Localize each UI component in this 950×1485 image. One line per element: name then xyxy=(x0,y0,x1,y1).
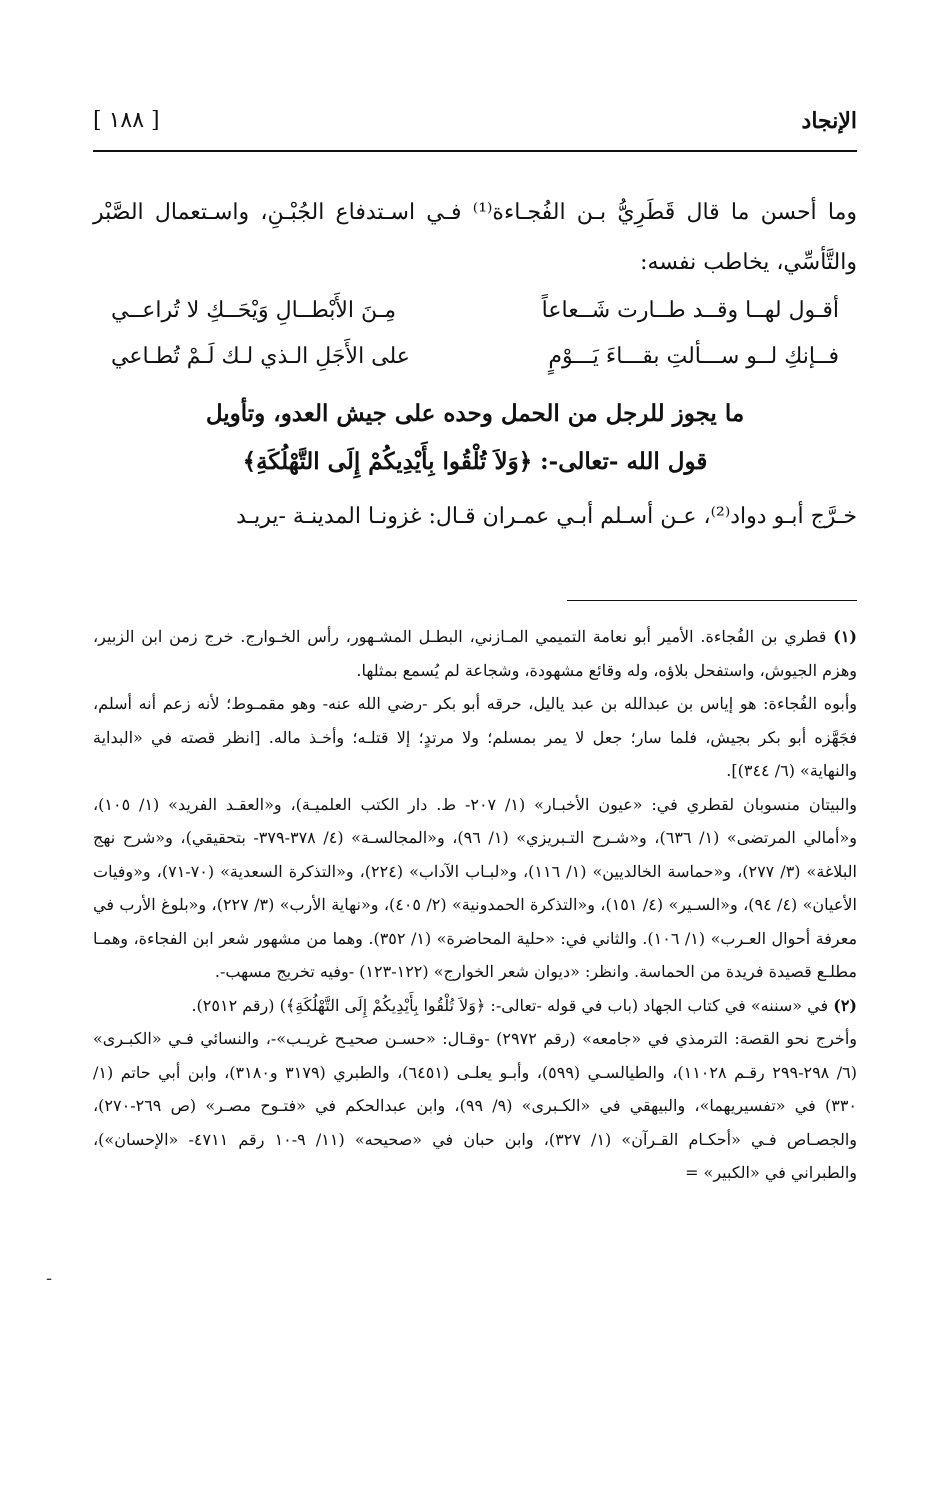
running-header xyxy=(93,108,857,144)
section-heading-line2: قول الله -تعالى-: ﴿وَلاَ تُلْقُوا بِأَيْدِيكُمْ إِلَى التَّهْلُكَةِ﴾ xyxy=(242,448,708,475)
footnote-separator xyxy=(567,600,857,601)
intro-paragraph: وما أحسن ما قال قَطَرِيُّ بـن الفُجـاءة⁽¹⁾ فـي اسـتدفاع الجُبْـنِ، واسـتعمال الصَّبْر والتَّأسِّي، يخاطب نفسه: xyxy=(93,200,857,275)
verse-hemistich-first: أقـول لهــا وقــد طــارت شَــعاعاً xyxy=(541,298,839,323)
main-text xyxy=(93,188,857,542)
footnote-2-label: (٢) xyxy=(833,995,857,1015)
verse-hemistich-second: على الأَجَلِ الـذي لـك لَـمْ تُطـاعي xyxy=(111,344,410,369)
margin-mark: - xyxy=(46,1268,53,1289)
footnote-1-label: (١) xyxy=(833,627,857,646)
section-heading xyxy=(93,390,857,486)
footnote-2 xyxy=(93,989,857,1023)
hadith-paragraph: خـرَّج أبـو دواد⁽²⁾، عـن أسـلم أبـي عمـران قـال: غزونـا المدينـة -يريـد xyxy=(236,504,857,529)
footnote-2-text: في «سننه» في كتاب الجهاد (باب في قوله -تعالى-: ﴿وَلاَ تُلْقُوا بِأَيْدِيكُمْ إِلَى التَّهْلُكَةِ﴾) (رقم ٢٥١٢). xyxy=(191,995,829,1015)
verse-hemistich-first: فــإنكِ لــو ســـألتِ بقـــاءَ يَـــوْمٍ xyxy=(548,344,839,369)
verse-line xyxy=(93,288,857,334)
verse-hemistich-second: مِـنَ الأَبْطــالِ وَيْحَــكِ لا تُراعــي xyxy=(111,298,397,323)
header-title: الإنجاد xyxy=(801,108,857,134)
footnote-1-text: قطري بن الفُجاءة. الأمير أبو نعامة التميمي المـازني، البطـل المشـهور، رأس الخـوارج. خرج زمن ابن الزبير، وهزم الجيوش، واستفحل بلاؤه، وله وقائع مشهودة، وشجاعة لم يُسمع بمثلها. xyxy=(93,627,857,680)
verse-line xyxy=(93,334,857,380)
footnote-2-paragraph-2: وأخرج نحو القصة: الترمذي في «جامعه» (رقم ٢٩٧٢) -وقـال: «حسـن صحيـح غريـب»-، والنسائي فـي «الكبـرى» (٦/ ٢٩٨-٢٩٩ رقـم ١١٠٢٨)، والطيالسـي (٥٩٩)، وأبـو يعلـى (٦٤٥١)، والطبري (٣١٧٩ و٣١٨٠)، وابن أبي حاتم (١/ ٣٣٠) في «تفسيريهما»، والبيهقي في «الكـبرى» (٩/ ٩٩)، وابن عبدالحكم في «فتـوح مصـر» (ص ٢٦٩-٢٧٠)، والجصـاص فـي «أحكـام القـرآن» (١/ ٣٢٧)، وابن حبان في «صحيحه» (١١/ ٩-١٠ رقم ٤٧١١- «الإحسان»)، والطبراني في «الكبير» = xyxy=(93,1029,858,1182)
footnotes xyxy=(93,620,857,1190)
footnote-1-paragraph-2: وأبوه الفُجاءة: هو إياس بن عبدالله بن عبد ياليل، حرقه أبو بكر -رضي الله عنه- وهو مقمـوط؛ لأنه زعم أنه أسلم، فجَهَّزه أبو بكر بجيش، فلما سار؛ جعل لا يمر بمسلم؛ ولا مرتدٍ؛ إلا قتلـه؛ وأخـذ ماله. [انظر قصته في «البداية والنهاية» (٦/ ٣٤٤)]. xyxy=(93,694,857,780)
page-number: [ ١٨٨ ] xyxy=(93,108,160,133)
header-rule xyxy=(93,150,857,152)
footnote-1-paragraph-3: والبيتان منسوبان لقطري في: «عيون الأخبـار» (١/ ٢٠٧- ط. دار الكتب العلميـة)، و«العقـد الفريد» (١/ ١٠٥)، و«أمالي المرتضى» (١/ ٦٣٦)، و«شـرح التـبريزي» (١/ ٩٦)، و«المجالسـة» (٤/ ٣٧٨-٣٧٩- بتحقيقي)، و«شرح نهج البلاغة» (٣/ ٢٧٧)، و«حماسة الخالديين» (١/ ١١٦)، و«لبـاب الآداب» (٢٢٤)، و«التذكرة السعدية» (٧٠-٧١)، و«وفيات الأعيان» (٤/ ٩٤)، و«السـير» (٤/ ١٥١)، و«التذكرة الحمدونية» (٢/ ٤٠٥)، و«نهاية الأرب» (٣/ ٢٢٧)، و«بلوغ الأرب في معرفة أحوال العـرب» (١/ ١٠٦). والثاني في: «حلية المحاضرة» (١/ ٣٥٢). وهما من مشهور شعر ابن الفجاءة، وهمـا مطلـع قصيدة فريدة من الحماسة. وانظر: «ديوان شعر الخوارج» (١٢٢-١٢٣) -وفيه تخريج مسهب-. xyxy=(93,794,858,981)
footnote-1 xyxy=(93,620,857,687)
section-heading-line1: ما يجوز للرجل من الحمل وحده على جيش العدو، وتأويل xyxy=(205,400,745,427)
